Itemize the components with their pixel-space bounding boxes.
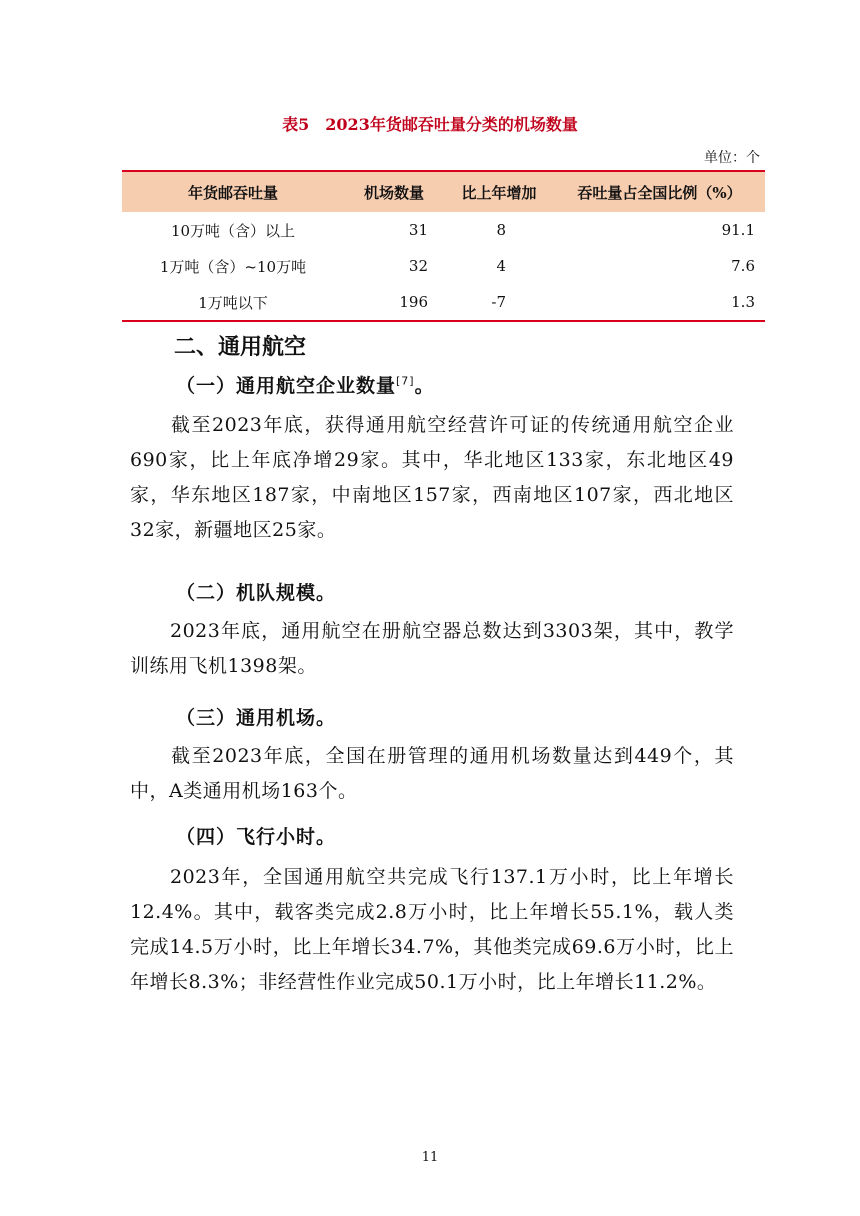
table-row: [122, 284, 765, 322]
table-cell: -7: [491, 293, 506, 311]
table-cell: 196: [399, 293, 428, 311]
page-number: 11: [421, 1150, 439, 1165]
table-row: [122, 212, 765, 248]
table-unit: 单位：个: [704, 150, 760, 166]
table-cell: 1万吨（含）~10万吨: [159, 257, 307, 276]
table-cell: 10万吨（含）以上: [170, 221, 296, 240]
table-cell: 1.3: [731, 293, 755, 311]
table-header-row: [122, 170, 765, 212]
table-cell: 8: [496, 221, 506, 239]
paragraph: [130, 614, 734, 684]
paragraph-text: 截至2023年底，获得通用航空经营许可证的传统通用航空企业690家，比上年底净增29家。其中，华北地区133家，东北地区49家，华东地区187家，中南地区157家，西南地区107家，西北地区32家，新疆地区25家。: [130, 414, 734, 541]
paragraph: [130, 860, 734, 1000]
table-cell: 1万吨以下: [198, 293, 268, 312]
table-cell: 32: [408, 257, 428, 275]
section-heading: 二、通用航空: [174, 335, 307, 360]
paragraph: [130, 408, 734, 548]
subsection-heading: （三）通用机场。: [176, 707, 337, 729]
paragraph-text: 截至2023年底，全国在册管理的通用机场数量达到449个，其中，A类通用机场163个。: [130, 745, 734, 802]
table-cell: 91.1: [721, 221, 755, 239]
paragraph-text: 2023年，全国通用航空共完成飞行137.1万小时，比上年增长12.4%。其中，载客类完成2.8万小时，比上年增长55.1%，载人类完成14.5万小时，比上年增长34.7%，其他类完成69.6万小时，比上年增长8.3%；非经营性作业完成50.1万小时，比上年增长11.2%。: [130, 866, 734, 993]
column-header: 吞吐量占全国比例（%）: [577, 183, 742, 202]
subsection-heading: （二）机队规模。: [176, 582, 337, 604]
column-header: 机场数量: [363, 183, 424, 202]
table-cell: 7.6: [731, 257, 755, 275]
subsection-title: （一）通用航空企业数量: [176, 375, 397, 397]
column-header: 年货邮吞吐量: [187, 183, 278, 202]
paragraph: [130, 739, 734, 809]
column-header: 比上年增加: [461, 183, 537, 202]
table-cell: 31: [408, 221, 428, 239]
subsection-heading: （四）飞行小时。: [176, 826, 337, 848]
subsection-end: 。: [414, 375, 435, 397]
table-title: 表5 2023年货邮吞吐量分类的机场数量: [282, 115, 578, 134]
table-row: [122, 248, 765, 284]
table-cell: 4: [496, 257, 506, 275]
paragraph-text: 2023年底，通用航空在册航空器总数达到3303架，其中，教学训练用飞机1398架。: [130, 620, 734, 677]
footnote-ref: [7]: [396, 374, 415, 388]
cargo-airport-table: [122, 170, 765, 322]
subsection-heading: [176, 371, 435, 398]
